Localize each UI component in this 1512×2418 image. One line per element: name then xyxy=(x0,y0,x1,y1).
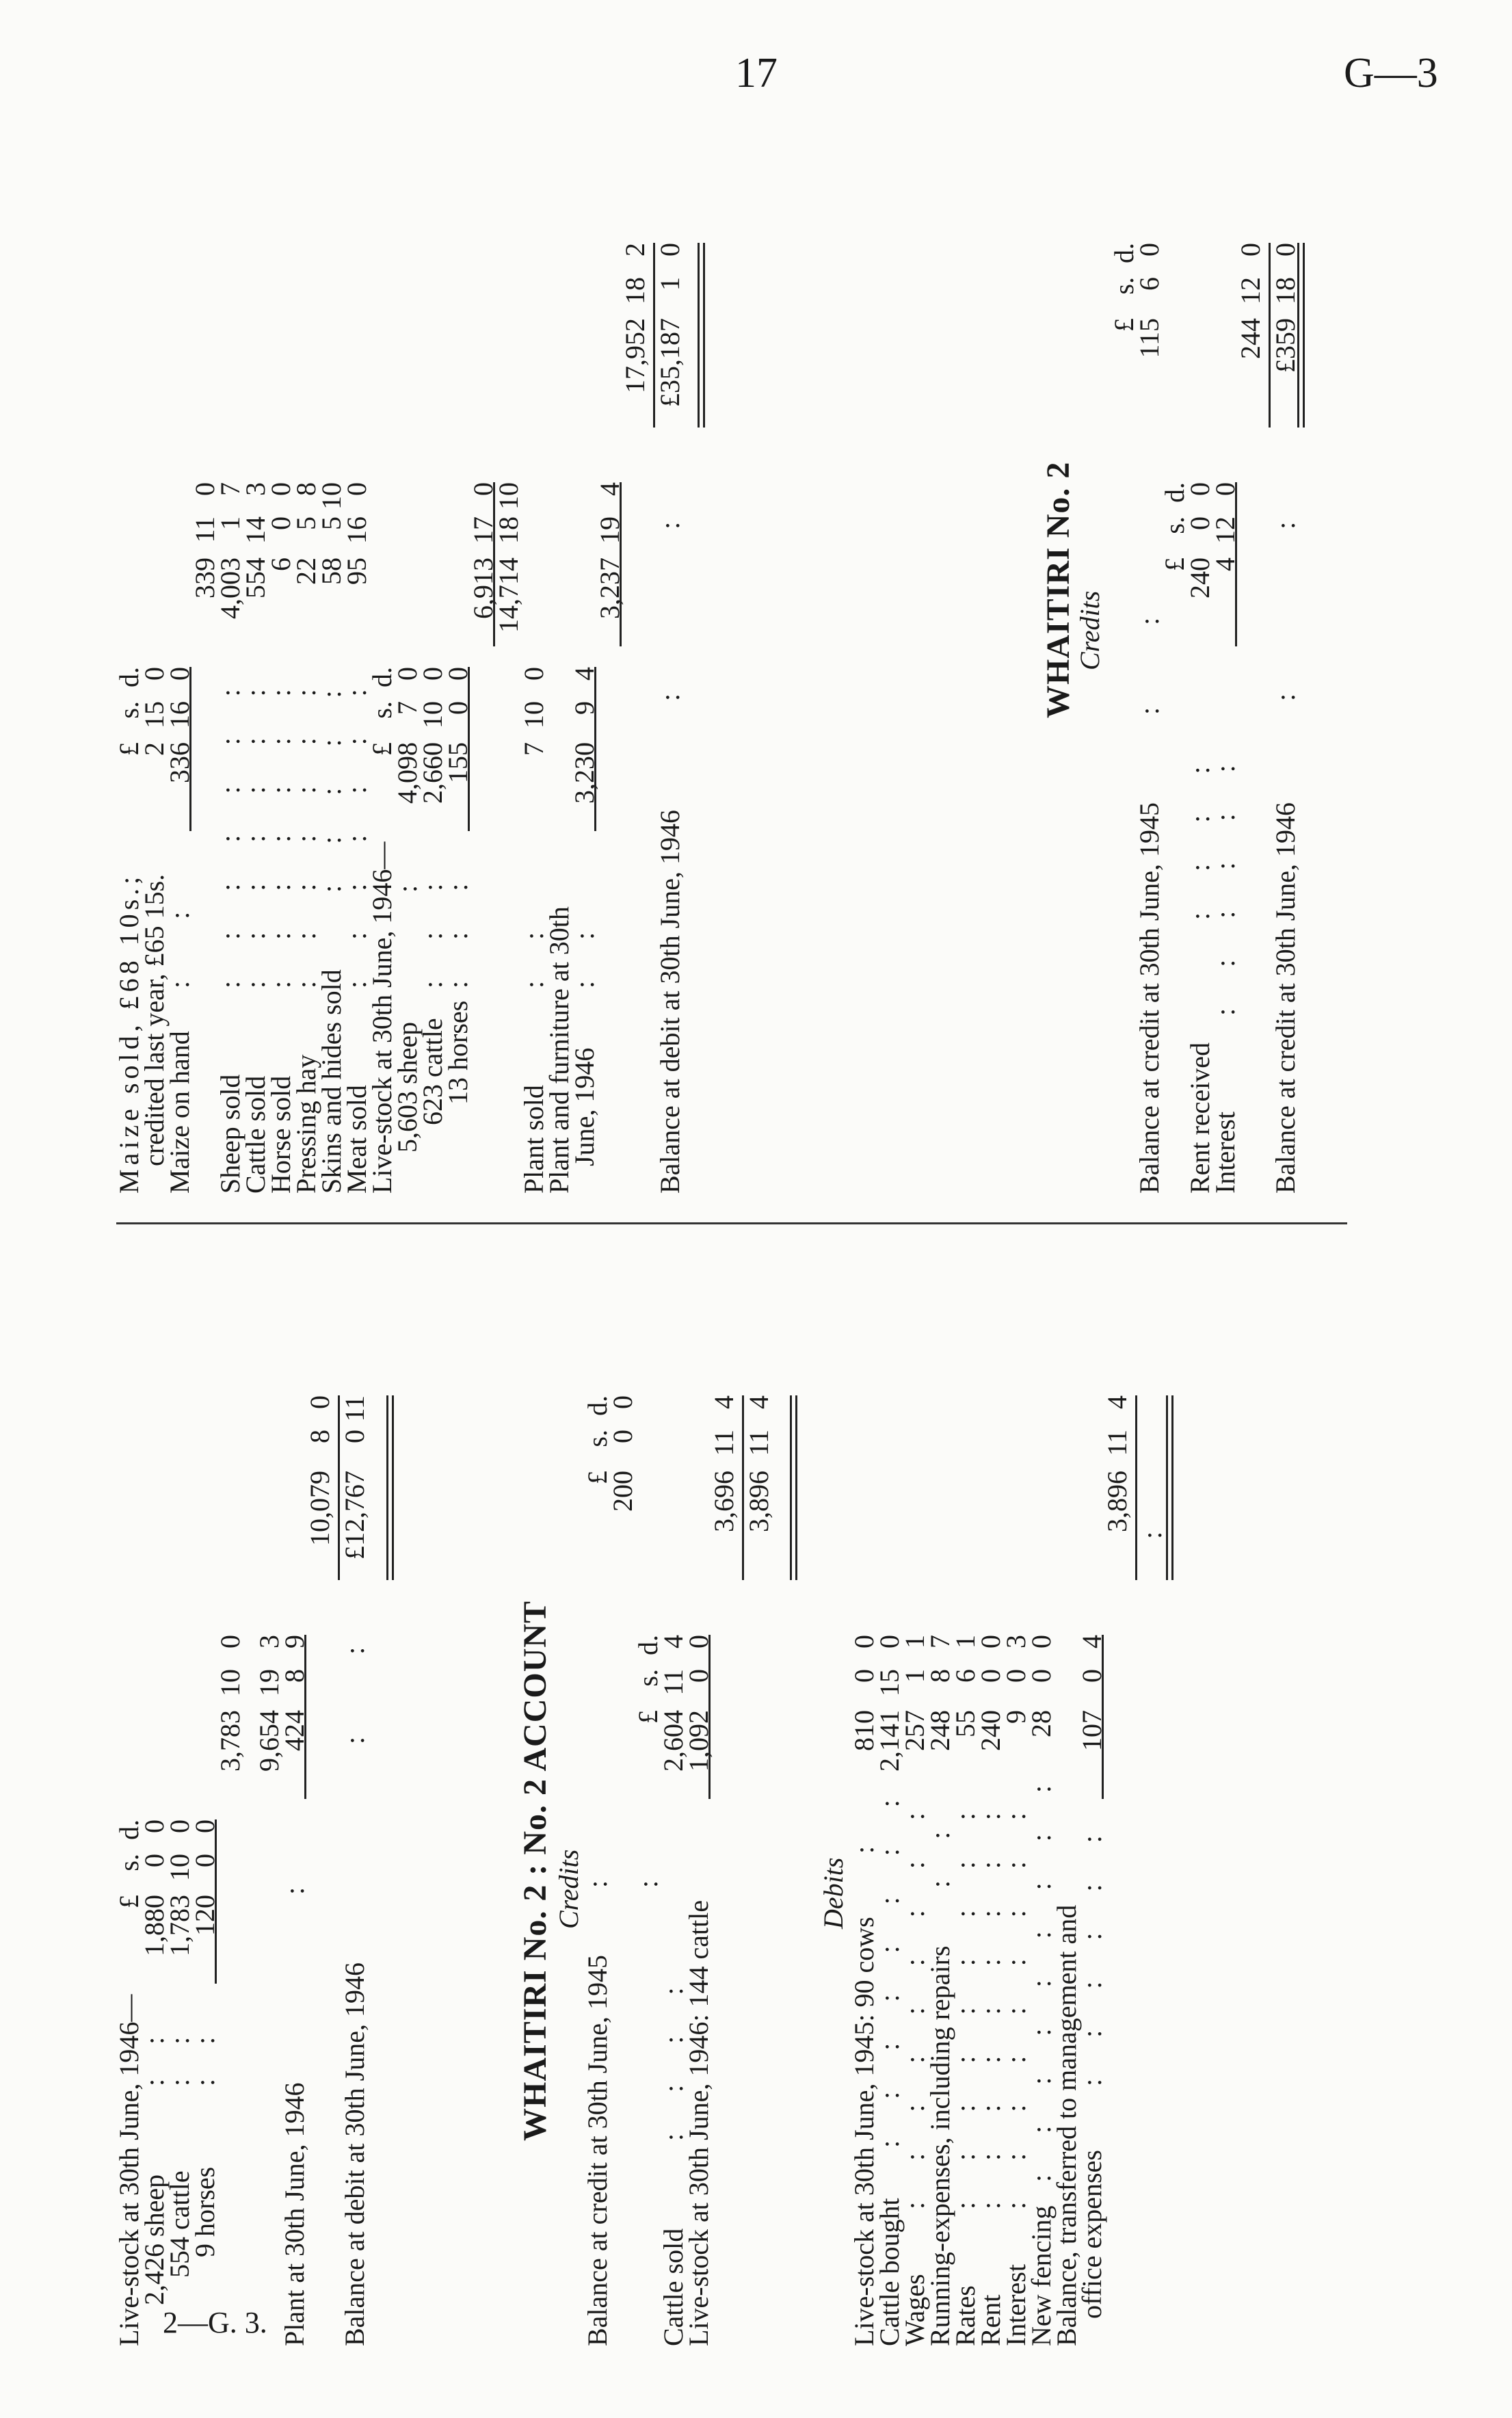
leader-dots: : : xyxy=(654,521,685,701)
sum-rule xyxy=(189,667,191,831)
sum-rule xyxy=(215,1819,217,1984)
leader-dots: : : : : : : : : xyxy=(874,1800,905,2148)
debit-row: Live-stock at 30th June, 1945: 90 cows : 810 0 0 xyxy=(849,1635,879,2346)
total-double-rule xyxy=(698,243,705,428)
right-top-block xyxy=(114,127,685,1194)
debits-total-row: 3,896 11 4 xyxy=(1104,1252,1130,2346)
section-total-row: 17,952 18 2 xyxy=(622,127,648,1194)
livestock-row: 5,603 sheep : 4,098 7 0 xyxy=(392,667,423,1153)
leader-dots: : : : : : : : : : xyxy=(950,1812,981,2209)
sum-rule xyxy=(620,482,622,646)
left-top-block xyxy=(114,1252,370,2346)
sum-rule xyxy=(304,1635,306,1799)
maize-total-row: 339 11 0 xyxy=(192,127,217,1194)
livestock-row: 554 cattle : : 1,783 10 0 xyxy=(164,1819,195,2278)
leader-dots: : xyxy=(392,884,423,893)
leader-dots: : : xyxy=(164,911,195,988)
leader-dots: : xyxy=(279,1887,310,1895)
maize-row: Maize sold, £68 10s.; £ s. d. xyxy=(114,667,144,1194)
leader-dots: : : : : : : xyxy=(1210,765,1241,1016)
credit-row: Balance at credit at 30th June, 1945 : : 115 6 0 xyxy=(1134,243,1165,1194)
sum-rule xyxy=(708,1635,711,1799)
sales-row: Meat sold : : : : : : : 95 16 0 xyxy=(341,482,372,1194)
sum-rule xyxy=(594,667,596,831)
plant-total-row: 3,237 19 4 xyxy=(597,127,622,1194)
leader-dots: : : xyxy=(925,1831,955,1888)
debit-row: Running-expenses, including repairs : : 248 8 7 xyxy=(925,1635,955,2346)
column-divider xyxy=(116,1222,1347,1224)
leader-dots: : : : : : : : xyxy=(240,689,271,988)
whaitiri-credits-subtitle: Credits xyxy=(1074,590,1105,670)
plant-label: Plant at 30th June, 1946 xyxy=(279,2082,310,2346)
leader-dots: : : : : : : : xyxy=(265,689,296,988)
sum-rule xyxy=(1102,1635,1104,1799)
credits-total-row: 3,896 11 4 xyxy=(746,1252,771,2346)
leader-dots: : : : : : : : : : xyxy=(899,1812,930,2209)
total-double-rule xyxy=(790,1395,797,1580)
leader-dots: : : : : : : : xyxy=(341,689,372,988)
balance-label: Balance at debit at 30th June, 1946 xyxy=(339,1962,370,2346)
sales-row: Horse sold : : : : : : : 6 0 0 xyxy=(265,482,296,1194)
leader-dots: : : : : : : : : : xyxy=(1026,1785,1057,2182)
debit-row: Rent : : : : : : : : : 240 0 0 xyxy=(975,1635,1006,2346)
account-debits xyxy=(851,1252,1165,2346)
leader-dots: : : xyxy=(1134,617,1165,715)
sum-rule xyxy=(1235,482,1237,646)
leader-dots: : : xyxy=(189,2036,220,2086)
leader-dots: : : xyxy=(164,2036,195,2086)
livestock-heading-row: Live-stock at 30th June, 1946— £ s. d. xyxy=(114,1819,144,2346)
leader-dots: : : xyxy=(139,2036,170,2086)
total-double-rule xyxy=(1166,1395,1173,1580)
plant-total-row: 10,079 8 0 xyxy=(307,1252,332,2346)
sum-rule xyxy=(1135,1395,1137,1580)
livestock-total-row: 6,913 17 0 xyxy=(470,127,496,1194)
credit-row: Rent received : : : : 240 0 0 xyxy=(1184,482,1215,1194)
leader-dots: : : : xyxy=(417,883,448,988)
leader-dots: : : xyxy=(518,932,549,988)
debit-row: Wages : : : : : : : : : 257 1 1 xyxy=(899,1635,930,2346)
sales-row: Cattle sold : : : : : : : 554 14 3 xyxy=(240,482,271,1194)
leader-dots: : : : : xyxy=(658,1987,689,2141)
livestock-heading-row: Live-stock at 30th June, 1946— £ s. d. xyxy=(367,667,397,1194)
page-code: G—3 xyxy=(1344,50,1438,96)
leader-dots: : : xyxy=(569,932,600,988)
plant-furniture-row: Plant and furniture at 30th xyxy=(544,906,574,1194)
leader-dots: : : : : xyxy=(1184,766,1215,920)
leader-dots: : : : : : : : : : xyxy=(975,1812,1006,2209)
page-number: 17 xyxy=(735,50,778,96)
debit-row: Balance, transferred to management and xyxy=(1051,1904,1082,2346)
leader-dots: : : xyxy=(339,1646,370,1744)
account-title: WHAITIRI No. 2 : No. 2 ACCOUNT xyxy=(517,1600,553,2141)
debit-row: New fencing : : : : : : : : : 28 0 0 xyxy=(1026,1635,1057,2346)
total-double-rule xyxy=(386,1395,394,1580)
leader-dots: : : : : : xyxy=(316,690,347,893)
maize-row: Maize on hand : : 336 16 0 xyxy=(164,667,195,1194)
sales-row: Skins and hides sold : : : : : 58 5 10 xyxy=(316,482,347,1194)
debit-row: Interest : : : : : : : : : 9 0 3 xyxy=(1000,1635,1031,2346)
signature-mark: 2—G. 3. xyxy=(163,2306,267,2339)
leader-dots: : xyxy=(582,1880,613,1888)
livestock-row: 9 horses : : 120 0 0 xyxy=(189,1819,220,2257)
account-credits: Balance at credit at 30th June, 1945 : £ s. d. 200 0 0 : £ s. d. Cattle sold : : : : 2,604 11 4 Live-stock at 30th June, 1946: 144 cattle 1,092 0 0 3,696 11 4 3,896 11 4 xyxy=(585,1252,771,2346)
rotated-accounts xyxy=(116,123,1347,2346)
plant-furniture-row-continued: June, 1946 : : 3,230 9 4 xyxy=(569,667,600,1166)
debits-dots-row xyxy=(1139,1252,1165,2346)
credit-row: Interest : : : : : : 4 12 0 xyxy=(1210,482,1241,1194)
balance-row: Balance at debit at 30th June, 1946 : : £35,187 1 0 xyxy=(654,243,685,1194)
livestock-total-row: 3,783 10 0 xyxy=(217,1252,243,2346)
maize-row: credited last year, £65 15s. 2 15 0 xyxy=(139,667,170,1166)
balance-row: Balance at debit at 30th June, 1946 : : £12,767 0 11 xyxy=(339,1395,370,2346)
credits-heading: Credits xyxy=(553,1849,584,1929)
livestock-heading: Live-stock at 30th June, 1946— xyxy=(114,1994,144,2346)
leader-dots: : : : : : : : xyxy=(291,689,321,988)
debit-row: Cattle bought : : : : : : : : 2,141 15 0 xyxy=(874,1635,905,2346)
leader-dots: : xyxy=(849,1845,879,1854)
sub-figure-row: 9,654 19 3 xyxy=(254,1635,284,1772)
leader-dots: : : : : : : : xyxy=(215,689,246,988)
leader-dots: : : xyxy=(1270,521,1301,701)
running-total-row: 14,714 18 10 xyxy=(496,127,521,1194)
leader-dots: : : : : : : xyxy=(1076,1835,1107,2086)
sales-row: Sheep sold : : : : : : : 4,003 1 7 xyxy=(215,482,246,1194)
leader-dots: : : : : : : : : : xyxy=(1000,1812,1031,2209)
sales-row: Pressing hay : : : : : : : 22 5 8 xyxy=(291,482,321,1194)
whaitiri-credits-title: WHAITIRI No. 2 xyxy=(1040,461,1076,718)
livestock-row: 13 horses : : : 155 0 0 xyxy=(442,667,473,1105)
livestock-row: 2,426 sheep : : 1,880 0 0 xyxy=(139,1819,170,2305)
items-total-row: 244 12 0 xyxy=(1238,127,1263,1194)
plant-row: Plant at 30th June, 1946 : 424 8 9 xyxy=(279,1635,310,2346)
leader-dots: : xyxy=(633,1880,663,1888)
debits-heading: Debits xyxy=(818,1857,849,1929)
debit-row-continued: office expenses : : : : : : 107 0 4 xyxy=(1076,1635,1107,2319)
total-double-rule xyxy=(1297,243,1305,428)
leader-dots: : xyxy=(1137,1531,1167,1539)
closing-balance-row: Balance at credit at 30th June, 1946 : : £359 18 0 xyxy=(1270,243,1301,1194)
livestock-row: 623 cattle : : : 2,660 10 0 xyxy=(417,667,448,1125)
sum-rule xyxy=(468,667,470,831)
whaitiri-credits-block: £ s. d. Balance at credit at 30th June, 1945 : : 115 6 0 £ s. d. Rent received : : : : 240 0 0 Interest : : : : : : 4 12 0 244 12 0 Balance at credit at 30th June, 1946 : : £359 18 0 xyxy=(1111,127,1298,1194)
credit-row: Live-stock at 30th June, 1946: 144 cattle 1,092 0 0 xyxy=(683,1635,714,2346)
credits-subtotal-row: 3,696 11 4 xyxy=(711,1252,737,2346)
leader-dots: : : : xyxy=(442,883,473,988)
plant-sold-row: Plant sold : : 7 10 0 xyxy=(518,667,549,1194)
credit-row: Cattle sold : : : : 2,604 11 4 xyxy=(658,1635,689,2346)
debit-row: Rates : : : : : : : : : 55 6 1 xyxy=(950,1635,981,2346)
